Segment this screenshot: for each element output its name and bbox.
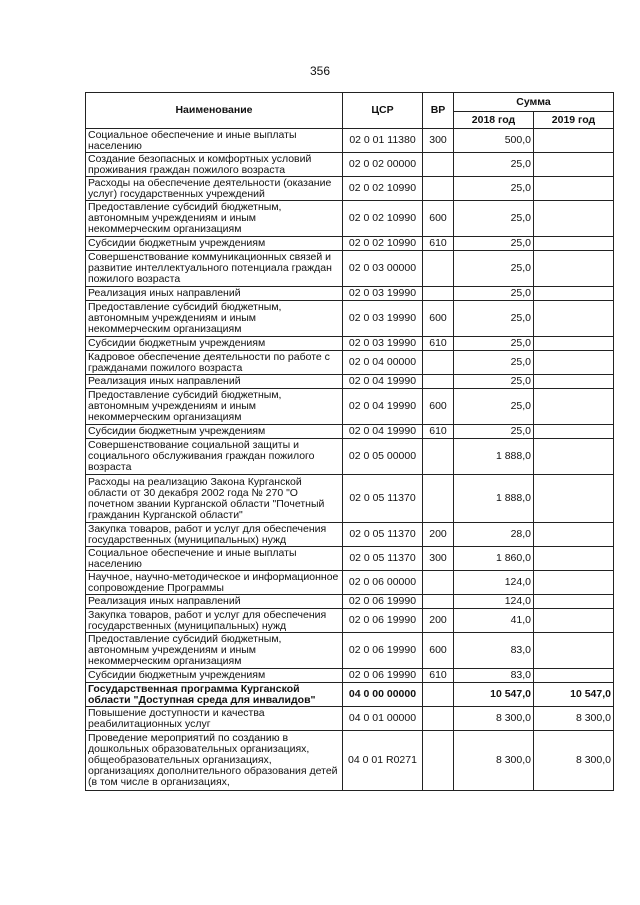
- row-vr-cell: 300: [423, 547, 454, 571]
- row-amount-2018-cell: 25,0: [454, 153, 534, 177]
- row-amount-2018-cell: 1 860,0: [454, 547, 534, 571]
- row-amount-2019-cell: [534, 571, 614, 595]
- row-name-cell: Предоставление субсидий бюджетным, автономным учреждениям и иным некоммерческим организациям: [86, 389, 343, 425]
- table-row: [86, 475, 614, 523]
- row-vr-cell: 600: [423, 201, 454, 237]
- row-amount-2019-cell: [534, 547, 614, 571]
- header-year-2018: 2018 год: [454, 112, 534, 129]
- row-csr-cell: 02 0 05 11370: [343, 475, 423, 523]
- row-amount-2019-cell: [534, 633, 614, 669]
- row-amount-2019-cell: [534, 669, 614, 683]
- header-vr: ВР: [423, 93, 454, 129]
- row-amount-2018-cell: 124,0: [454, 571, 534, 595]
- row-csr-cell: 02 0 03 19990: [343, 301, 423, 337]
- row-name-cell: Субсидии бюджетным учреждениям: [86, 425, 343, 439]
- row-amount-2019-cell: [534, 439, 614, 475]
- row-amount-2019-cell: [534, 523, 614, 547]
- row-vr-cell: 300: [423, 129, 454, 153]
- row-name-cell: Закупка товаров, работ и услуг для обеспечения государственных (муниципальных) нужд: [86, 523, 343, 547]
- table-row: [86, 731, 614, 791]
- row-vr-cell: 200: [423, 523, 454, 547]
- row-vr-cell: 610: [423, 425, 454, 439]
- row-csr-cell: 02 0 02 00000: [343, 153, 423, 177]
- table-row: [86, 683, 614, 707]
- row-amount-2018-cell: 1 888,0: [454, 439, 534, 475]
- row-amount-2018-cell: 83,0: [454, 633, 534, 669]
- row-name-cell: Социальное обеспечение и иные выплаты населению: [86, 547, 343, 571]
- row-amount-2018-cell: 41,0: [454, 609, 534, 633]
- table-row: [86, 177, 614, 201]
- row-vr-cell: [423, 439, 454, 475]
- row-vr-cell: [423, 731, 454, 791]
- table-row: [86, 439, 614, 475]
- budget-table: [85, 92, 614, 791]
- row-csr-cell: 04 0 01 R0271: [343, 731, 423, 791]
- row-vr-cell: 600: [423, 301, 454, 337]
- row-amount-2018-cell: 25,0: [454, 201, 534, 237]
- row-amount-2018-cell: 25,0: [454, 337, 534, 351]
- row-name-cell: Субсидии бюджетным учреждениям: [86, 337, 343, 351]
- table-row: [86, 129, 614, 153]
- row-amount-2019-cell: [534, 337, 614, 351]
- row-amount-2018-cell: 25,0: [454, 177, 534, 201]
- row-amount-2018-cell: 25,0: [454, 251, 534, 287]
- row-vr-cell: [423, 475, 454, 523]
- row-amount-2019-cell: [534, 201, 614, 237]
- row-name-cell: Реализация иных направлений: [86, 595, 343, 609]
- row-vr-cell: [423, 595, 454, 609]
- row-csr-cell: 02 0 04 19990: [343, 425, 423, 439]
- row-amount-2019-cell: [534, 425, 614, 439]
- row-csr-cell: 02 0 03 19990: [343, 337, 423, 351]
- table-row: [86, 287, 614, 301]
- row-amount-2019-cell: [534, 287, 614, 301]
- row-amount-2018-cell: 83,0: [454, 669, 534, 683]
- row-vr-cell: [423, 683, 454, 707]
- row-amount-2019-cell: 10 547,0: [534, 683, 614, 707]
- header-year-2019: 2019 год: [534, 112, 614, 129]
- row-csr-cell: 02 0 04 19990: [343, 389, 423, 425]
- row-name-cell: Реализация иных направлений: [86, 287, 343, 301]
- row-csr-cell: 02 0 02 10990: [343, 201, 423, 237]
- row-amount-2019-cell: [534, 177, 614, 201]
- row-amount-2018-cell: 10 547,0: [454, 683, 534, 707]
- row-vr-cell: 610: [423, 669, 454, 683]
- row-name-cell: Предоставление субсидий бюджетным, автономным учреждениям и иным некоммерческим организациям: [86, 201, 343, 237]
- row-amount-2018-cell: 25,0: [454, 389, 534, 425]
- table-row: [86, 251, 614, 287]
- row-name-cell: Научное, научно-методическое и информационное сопровождение Программы: [86, 571, 343, 595]
- table-row: [86, 153, 614, 177]
- table-row: [86, 633, 614, 669]
- row-vr-cell: [423, 251, 454, 287]
- row-vr-cell: [423, 707, 454, 731]
- row-csr-cell: 02 0 05 00000: [343, 439, 423, 475]
- row-name-cell: Реализация иных направлений: [86, 375, 343, 389]
- row-name-cell: Расходы на реализацию Закона Курганской области от 30 декабря 2002 года № 270 "О почетном звании Курганской области "Почетный гражданин Курганской области": [86, 475, 343, 523]
- row-name-cell: Расходы на обеспечение деятельности (оказание услуг) государственных учреждений: [86, 177, 343, 201]
- row-amount-2019-cell: 8 300,0: [534, 707, 614, 731]
- row-amount-2019-cell: 8 300,0: [534, 731, 614, 791]
- row-vr-cell: [423, 351, 454, 375]
- row-amount-2018-cell: 1 888,0: [454, 475, 534, 523]
- row-vr-cell: 610: [423, 237, 454, 251]
- row-csr-cell: 02 0 04 00000: [343, 351, 423, 375]
- row-csr-cell: 02 0 05 11370: [343, 547, 423, 571]
- row-csr-cell: 02 0 06 19990: [343, 669, 423, 683]
- row-amount-2019-cell: [534, 595, 614, 609]
- row-vr-cell: 600: [423, 633, 454, 669]
- row-amount-2019-cell: [534, 237, 614, 251]
- row-amount-2019-cell: [534, 475, 614, 523]
- row-name-cell: Повышение доступности и качества реабилитационных услуг: [86, 707, 343, 731]
- row-name-cell: Создание безопасных и комфортных условий проживания граждан пожилого возраста: [86, 153, 343, 177]
- row-amount-2018-cell: 25,0: [454, 237, 534, 251]
- table-row: [86, 337, 614, 351]
- row-csr-cell: 02 0 06 19990: [343, 595, 423, 609]
- row-name-cell: Субсидии бюджетным учреждениям: [86, 237, 343, 251]
- row-csr-cell: 02 0 06 19990: [343, 609, 423, 633]
- row-amount-2018-cell: 28,0: [454, 523, 534, 547]
- row-csr-cell: 02 0 04 19990: [343, 375, 423, 389]
- header-csr: ЦСР: [343, 93, 423, 129]
- row-amount-2018-cell: 500,0: [454, 129, 534, 153]
- row-amount-2019-cell: [534, 301, 614, 337]
- row-amount-2018-cell: 124,0: [454, 595, 534, 609]
- row-csr-cell: 02 0 06 00000: [343, 571, 423, 595]
- row-name-cell: Субсидии бюджетным учреждениям: [86, 669, 343, 683]
- table-row: [86, 523, 614, 547]
- row-csr-cell: 02 0 02 10990: [343, 237, 423, 251]
- row-name-cell: Совершенствование социальной защиты и социального обслуживания граждан пожилого возраста: [86, 439, 343, 475]
- row-name-cell: Предоставление субсидий бюджетным, автономным учреждениям и иным некоммерческим организациям: [86, 633, 343, 669]
- row-amount-2019-cell: [534, 389, 614, 425]
- table-body: [86, 129, 614, 791]
- row-amount-2018-cell: 25,0: [454, 375, 534, 389]
- table-row: [86, 301, 614, 337]
- table-row: [86, 609, 614, 633]
- row-amount-2018-cell: 25,0: [454, 301, 534, 337]
- row-name-cell: Предоставление субсидий бюджетным, автономным учреждениям и иным некоммерческим организациям: [86, 301, 343, 337]
- table-row: [86, 237, 614, 251]
- row-amount-2019-cell: [534, 251, 614, 287]
- row-vr-cell: [423, 571, 454, 595]
- table-row: [86, 375, 614, 389]
- row-vr-cell: 610: [423, 337, 454, 351]
- row-csr-cell: 02 0 05 11370: [343, 523, 423, 547]
- row-vr-cell: [423, 177, 454, 201]
- row-vr-cell: 600: [423, 389, 454, 425]
- row-amount-2018-cell: 8 300,0: [454, 707, 534, 731]
- row-csr-cell: 04 0 01 00000: [343, 707, 423, 731]
- table-row: [86, 547, 614, 571]
- row-csr-cell: 02 0 01 11380: [343, 129, 423, 153]
- row-vr-cell: 200: [423, 609, 454, 633]
- table-row: [86, 571, 614, 595]
- row-name-cell: Проведение мероприятий по созданию в дошкольных образовательных организациях, общеобразовательных организациях, организациях дополнительного образования детей (в том числе в организациях,: [86, 731, 343, 791]
- row-vr-cell: [423, 153, 454, 177]
- row-csr-cell: 02 0 06 19990: [343, 633, 423, 669]
- row-name-cell: Социальное обеспечение и иные выплаты населению: [86, 129, 343, 153]
- row-amount-2018-cell: 25,0: [454, 287, 534, 301]
- table-row: [86, 389, 614, 425]
- row-vr-cell: [423, 287, 454, 301]
- row-name-cell: Совершенствование коммуникационных связей и развитие интеллектуального потенциала граждан пожилого возраста: [86, 251, 343, 287]
- table-row: [86, 351, 614, 375]
- row-name-cell: Государственная программа Курганской области "Доступная среда для инвалидов": [86, 683, 343, 707]
- row-amount-2018-cell: 8 300,0: [454, 731, 534, 791]
- table-row: [86, 707, 614, 731]
- row-csr-cell: 02 0 03 00000: [343, 251, 423, 287]
- row-csr-cell: 02 0 02 10990: [343, 177, 423, 201]
- table-row: [86, 425, 614, 439]
- header-name: Наименование: [86, 93, 343, 129]
- row-vr-cell: [423, 375, 454, 389]
- row-amount-2019-cell: [534, 375, 614, 389]
- row-amount-2019-cell: [534, 129, 614, 153]
- table-row: [86, 201, 614, 237]
- row-amount-2018-cell: 25,0: [454, 425, 534, 439]
- row-amount-2019-cell: [534, 153, 614, 177]
- row-csr-cell: 04 0 00 00000: [343, 683, 423, 707]
- table-row: [86, 669, 614, 683]
- row-amount-2018-cell: 25,0: [454, 351, 534, 375]
- row-amount-2019-cell: [534, 609, 614, 633]
- row-name-cell: Закупка товаров, работ и услуг для обеспечения государственных (муниципальных) нужд: [86, 609, 343, 633]
- row-amount-2019-cell: [534, 351, 614, 375]
- table-row: [86, 595, 614, 609]
- row-csr-cell: 02 0 03 19990: [343, 287, 423, 301]
- row-name-cell: Кадровое обеспечение деятельности по работе с гражданами пожилого возраста: [86, 351, 343, 375]
- page-number: 356: [309, 64, 331, 78]
- table-header-row: [86, 93, 614, 112]
- header-sum: Сумма: [454, 93, 614, 112]
